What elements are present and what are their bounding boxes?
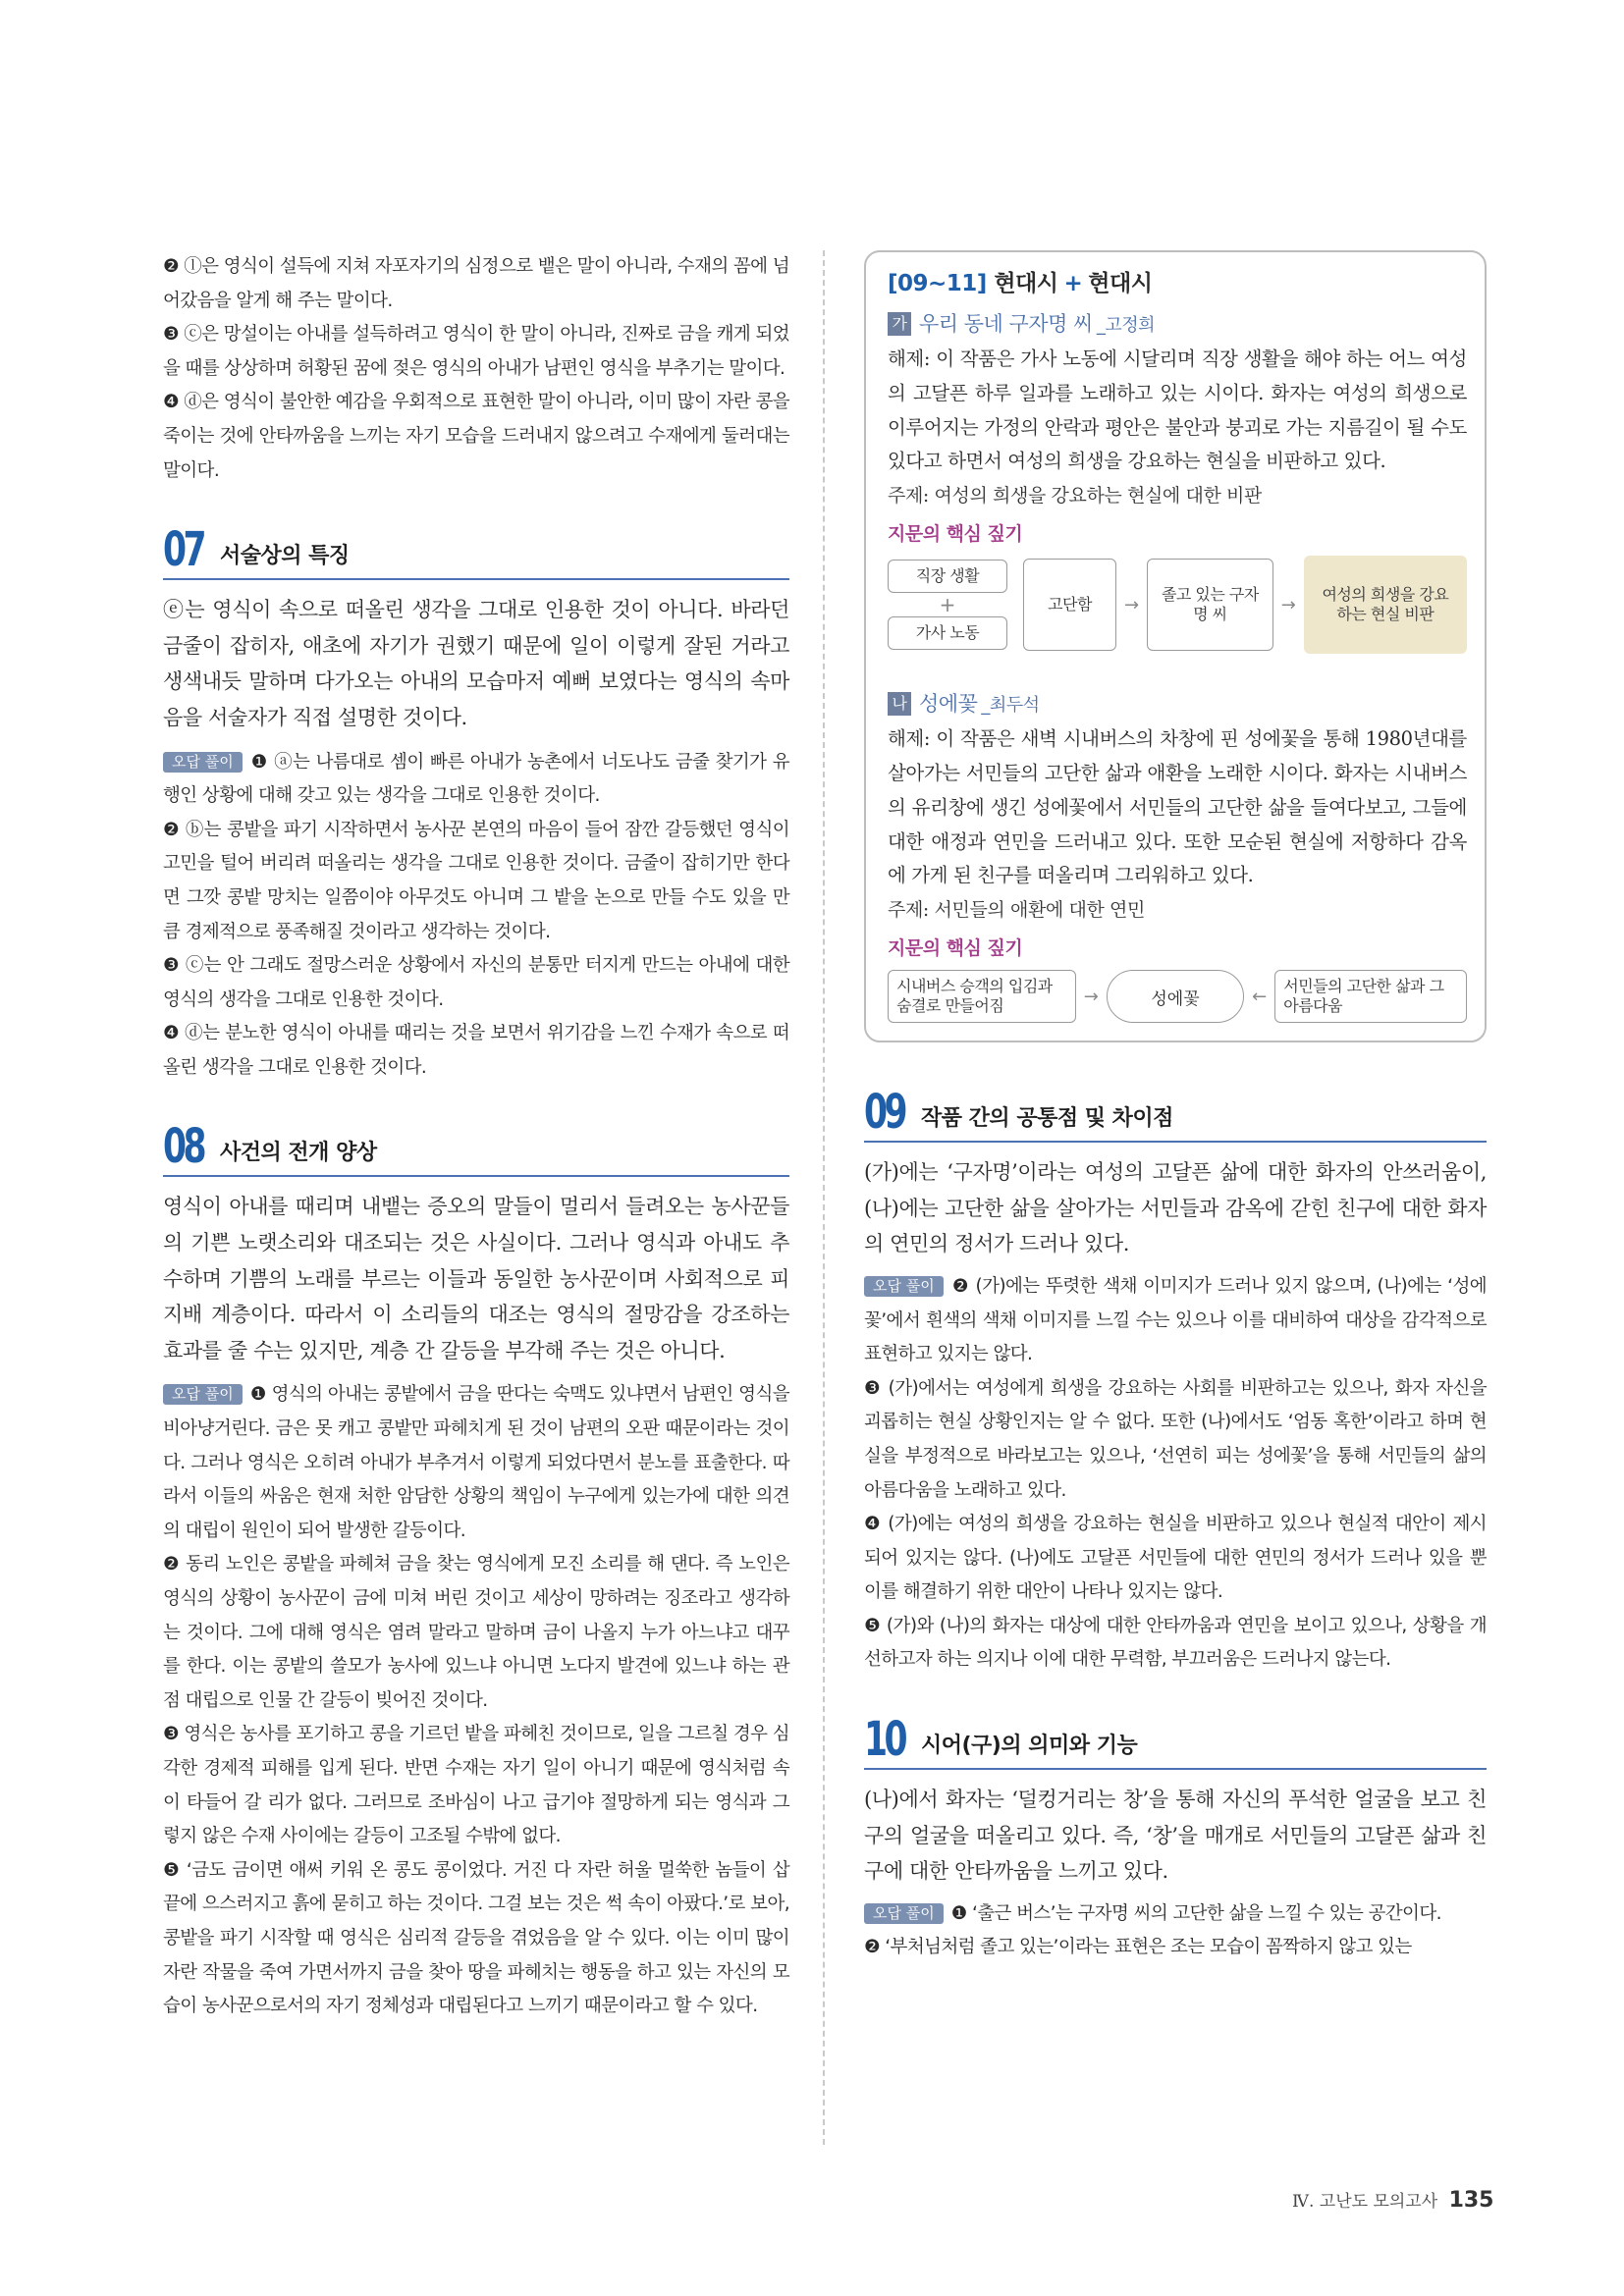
section-title: 서술상의 특징 [220, 544, 350, 569]
haeje: 해제: 이 작품은 가사 노동에 시달리며 직장 생활을 해야 하는 어느 여성의 고달픈 하루 일과를 노래하고 있는 시이다. 화자는 여성의 희생으로 이루어지는 가정의 안락과 평안은 불안과 붕괴로 가는 지름길이 될 수도 있다고 하면서 여성의 희생을 강요하는 현실을 비판하고 있다. [888, 347, 1467, 473]
passage-summary-box [864, 250, 1487, 1042]
arrow-icon: → [1124, 594, 1140, 615]
footer-section: Ⅳ. 고난도 모의고사 [1292, 2192, 1438, 2212]
column-divider [823, 250, 825, 2145]
work-badge: 가 [888, 312, 911, 336]
arrow-icon: ← [1252, 986, 1268, 1007]
flow-node: 직장 생활 [888, 560, 1007, 593]
work-ga [888, 307, 1467, 654]
section-title: 사건의 전개 양상 [220, 1141, 377, 1166]
haeje: 해제: 이 작품은 새벽 시내버스의 차창에 핀 성에꽃을 통해 1980년대를 살아가는 서민들의 고단한 삶과 애환을 노래한 시이다. 화자는 시내버스의 유리창에 생긴 성에꽃에서 서민들의 고단한 삶을 들여다보고, 그들에 대한 애정과 연민을 드러내고 있다. 또한 모순된 현실에 저항하다 감옥에 가게 된 친구를 떠올리며 그리워하고 있다. [888, 727, 1467, 887]
flow-node: 졸고 있는 구자명 씨 [1147, 559, 1273, 651]
flow-diagram [888, 970, 1467, 1023]
arrow-icon: → [1280, 594, 1296, 615]
odap-item: ❺ ‘금도 금이면 애써 키워 온 콩도 콩이었다. 거진 다 자란 허울 멀쑥한 놈들이 삽 끝에 으스러지고 흙에 묻히고 하는 것이다. 그걸 보는 것은 썩 속이 아팠다.’로 보아, 콩밭을 파기 시작할 때 영식은 심리적 갈등을 겪었음을 알 수 있다. 이는 이미 많이 자란 작물을 죽여 가면서까지 금을 찾아 땅을 파헤치는 행동을 하고 있는 자신의 모습이 농사꾼으로서의 자기 정체성과 대립된다고 느끼기 때문이라고 할 수 있다. [163, 1859, 789, 2017]
odap-item: ❸ 영식은 농사를 포기하고 콩을 기르던 밭을 파헤친 것이므로, 일을 그르칠 경우 심각한 경제적 피해를 입게 된다. 반면 수재는 자기 일이 아니기 때문에 영식처럼 속이 타들어 갈 리가 없다. 그러므로 조바심이 나고 급기야 절망하게 되는 영식과 그렇지 않은 수재 사이에는 갈등이 고조될 수밖에 없다. [163, 1724, 789, 1847]
work-author: _고정희 [1096, 315, 1155, 336]
theme: 주제: 서민들의 애환에 대한 연민 [888, 899, 1145, 922]
box-heading: [09~11] 현대시 + 현대시 [888, 271, 1153, 296]
plus-icon: + [939, 593, 956, 617]
flow-node: 가사 노동 [888, 616, 1007, 650]
odap-item: ❹ ⓓ은 영식이 불안한 예감을 우회적으로 표현한 말이 아니라, 이미 많이 자란 콩을 죽이는 것에 안타까움을 느끼는 자기 모습을 드러내지 않으려고 수재에게 둘러대는 말이다. [163, 392, 789, 481]
left-column [163, 250, 789, 2024]
section-10 [864, 1712, 1487, 1965]
odap-item: ❷ ⓑ는 콩밭을 파기 시작하면서 농사꾼 본연의 마음이 들어 잠깐 갈등했던 영식이 고민을 털어 버리려 떠올리는 생각을 그대로 인용한 것이다. 금줄이 잡히기만 한다면 그깟 콩밭 망치는 일쯤이야 아무것도 아니며 그 밭을 논으로 만들 수도 있을 만큼 경제적으로 풍족해질 것이라고 생각하는 것이다. [163, 819, 789, 942]
odap-item: ❷ 동리 노인은 콩밭을 파헤쳐 금을 찾는 영식에게 모진 소리를 해 댄다. 즉 노인은 영식의 상황이 농사꾼이 금에 미쳐 버린 것이고 세상이 망하려는 징조라고 생각하는 것이다. 그에 대해 영식은 염려 말라고 말하며 금이 나올지 누가 아느냐고 대꾸를 한다. 이는 콩밭의 쓸모가 농사에 있느냐 아니면 노다지 발견에 있느냐 하는 관점 대립으로 인물 간 갈등이 빚어진 것이다. [163, 1554, 789, 1711]
odap-tag: 오답 풀이 [864, 1276, 944, 1297]
odap-item: ❷ ⓛ은 영식이 설득에 지쳐 자포자기의 심정으로 뱉은 말이 아니라, 수재의 꼼에 넘어갔음을 알게 해 주는 말이다. [163, 256, 789, 311]
flow-node: 성에꽃 [1107, 970, 1244, 1023]
section-heading [163, 522, 789, 580]
work-na [888, 687, 1467, 1023]
odap-item: ❺ (가)와 (나)의 화자는 대상에 대한 안타까움과 연민을 보이고 있으나, 상황을 개선하고자 하는 의지나 이에 대한 무력함, 부끄러움은 드러나지 않는다. [864, 1615, 1487, 1671]
section-number: 09 [864, 1085, 904, 1141]
arrow-icon: → [1083, 986, 1099, 1007]
section-08 [163, 1119, 789, 2023]
flow-node: 시내버스 승객의 입김과 숨결로 만들어짐 [888, 970, 1076, 1023]
odap-item: 오답 풀이 ❶ ‘출근 버스’는 구자명 씨의 고단한 삶을 느낄 수 있는 공간이다. [864, 1897, 1487, 1932]
work-title: 나 성에꽃 _최두석 [888, 687, 1467, 722]
odap-item: ❸ (가)에서는 여성에게 희생을 강요하는 사회를 비판하고는 있으나, 화자 자신을 괴롭히는 현실 상황인지는 알 수 없다. 또한 (나)에서도 ‘엄동 혹한’이라고 하며 현실을 부정적으로 바라보고는 있으나, ‘선연히 피는 성에꽃’을 통해 서민들의 삶의 아름다움을 노래하고 있다. [864, 1377, 1487, 1501]
section-number: 07 [163, 522, 203, 578]
section-heading [163, 1119, 789, 1177]
answer-explanation: (나)에서 화자는 ‘덜컹거리는 창’을 통해 자신의 푸석한 얼굴을 보고 친구의 얼굴을 떠올리고 있다. 즉, ‘창’을 매개로 서민들의 고달픈 삶과 친구에 대한 안타까움을 느끼고 있다. [864, 1788, 1487, 1884]
work-author: _최두석 [981, 695, 1040, 717]
odap-item: ❹ (가)에는 여성의 희생을 강요하는 현실을 비판하고 있으나 현실적 대안이 제시되어 있지는 않다. (나)에도 고달픈 서민들에 대한 연민의 정서가 드러나 있을 뿐 이를 해결하기 위한 대안이 나타나 있지는 않다. [864, 1514, 1487, 1603]
odap-item: 오답 풀이 ❷ (가)에는 뚜렷한 색채 이미지가 드러나 있지 않으며, (나)에는 ‘성에꽃’에서 흰색의 색채 이미지를 느낄 수는 있으나 이를 대비하여 대상을 감각적으로 표현하고 있지는 않다. [864, 1275, 1487, 1365]
top-odap-block [163, 250, 789, 488]
right-column [864, 250, 1487, 1965]
answer-explanation: ⓔ는 영식이 속으로 떠올린 생각을 그대로 인용한 것이 아니다. 바라던 금줄이 잡히자, 애초에 자기가 권했기 때문에 일이 이렇게 잘된 거라고 생색내듯 말하며 다가오는 아내의 모습마저 예뻐 보였다는 영식의 속마음을 서술자가 직접 설명한 것이다. [163, 598, 789, 729]
flow-diagram [888, 556, 1467, 654]
plus-icon: + [1063, 271, 1083, 296]
odap-tag: 오답 풀이 [864, 1903, 944, 1924]
odap-tag: 오답 풀이 [163, 1384, 243, 1405]
section-number: 08 [163, 1119, 203, 1175]
flow-node-result: 여성의 희생을 강요하는 현실 비판 [1304, 556, 1467, 654]
core-label: 지문의 핵심 짚기 [888, 523, 1023, 546]
section-title: 시어(구)의 의미와 기능 [921, 1734, 1138, 1759]
odap-tag: 오답 풀이 [163, 752, 243, 773]
section-number: 10 [864, 1712, 904, 1768]
flow-node: 서민들의 고단한 삶과 그 아름다움 [1274, 970, 1467, 1023]
section-heading [864, 1712, 1487, 1770]
section-title: 작품 간의 공통점 및 차이점 [921, 1106, 1173, 1132]
section-07 [163, 522, 789, 1085]
page-number: 135 [1448, 2188, 1494, 2213]
theme: 주제: 여성의 희생을 강요하는 현실에 대한 비판 [888, 485, 1262, 507]
answer-explanation: 영식이 아내를 때리며 내뱉는 증오의 말들이 멀리서 들려오는 농사꾼들의 기쁜 노랫소리와 대조되는 것은 사실이다. 그러나 영식과 아내도 추수하며 기쁨의 노래를 부르는 이들과 동일한 농사꾼이며 사회적으로 피지배 계층이다. 따라서 이 소리들의 대조는 영식의 절망감을 강조하는 효과를 줄 수는 있지만, 계층 간 갈등을 부각해 주는 것은 아니다. [163, 1195, 789, 1362]
work-title: 가 우리 동네 구자명 씨 _고정희 [888, 307, 1467, 343]
work-badge: 나 [888, 692, 911, 716]
odap-item: ❸ ⓒ는 안 그래도 절망스러운 상황에서 자신의 분통만 터지게 만드는 아내에 대한 영식의 생각을 그대로 인용한 것이다. [163, 955, 789, 1010]
flow-node: 고단함 [1023, 559, 1116, 651]
odap-item: ❷ ‘부처님처럼 졸고 있는’이라는 표현은 조는 모습이 꼼짝하지 않고 있는 [864, 1937, 1412, 1958]
odap-item: ❹ ⓓ는 분노한 영식이 아내를 때리는 것을 보면서 위기감을 느낀 수재가 속으로 떠올린 생각을 그대로 인용한 것이다. [163, 1023, 789, 1078]
core-label: 지문의 핵심 짚기 [888, 937, 1023, 960]
page-footer [1292, 2187, 1494, 2213]
section-09 [864, 1085, 1487, 1678]
section-heading [864, 1085, 1487, 1143]
answer-explanation: (가)에는 ‘구자명’이라는 여성의 고달픈 삶에 대한 화자의 안쓰러움이, (나)에는 고단한 삶을 살아가는 서민들과 감옥에 갇힌 친구에 대한 화자의 연민의 정서가 드러나 있다. [864, 1160, 1487, 1256]
odap-item: 오답 풀이 ❶ 영식의 아내는 콩밭에서 금을 딴다는 숙맥도 있냐면서 남편인 영식을 비아냥거린다. 금은 못 캐고 콩밭만 파헤치게 된 것이 남편의 오판 때문이라는 것이다. 그러나 영식은 오히려 아내가 부추겨서 이렇게 되었다면서 분노를 표출한다. 따라서 이들의 싸움은 현재 처한 암담한 상황의 책임이 누구에게 있는가에 대한 의견의 대립이 원인이 되어 발생한 갈등이다. [163, 1384, 789, 1541]
odap-item: 오답 풀이 ❶ ⓐ는 나름대로 셈이 빠른 아내가 농촌에서 너도나도 금줄 찾기가 유행인 상황에 대해 갖고 있는 생각을 그대로 인용한 것이다. [163, 751, 789, 807]
odap-item: ❸ ⓒ은 망설이는 아내를 설득하려고 영식이 한 말이 아니라, 진짜로 금을 캐게 되었을 때를 상상하며 허황된 꿈에 젖은 영식의 아내가 남편인 영식을 부추기는 말이다. [163, 324, 789, 379]
